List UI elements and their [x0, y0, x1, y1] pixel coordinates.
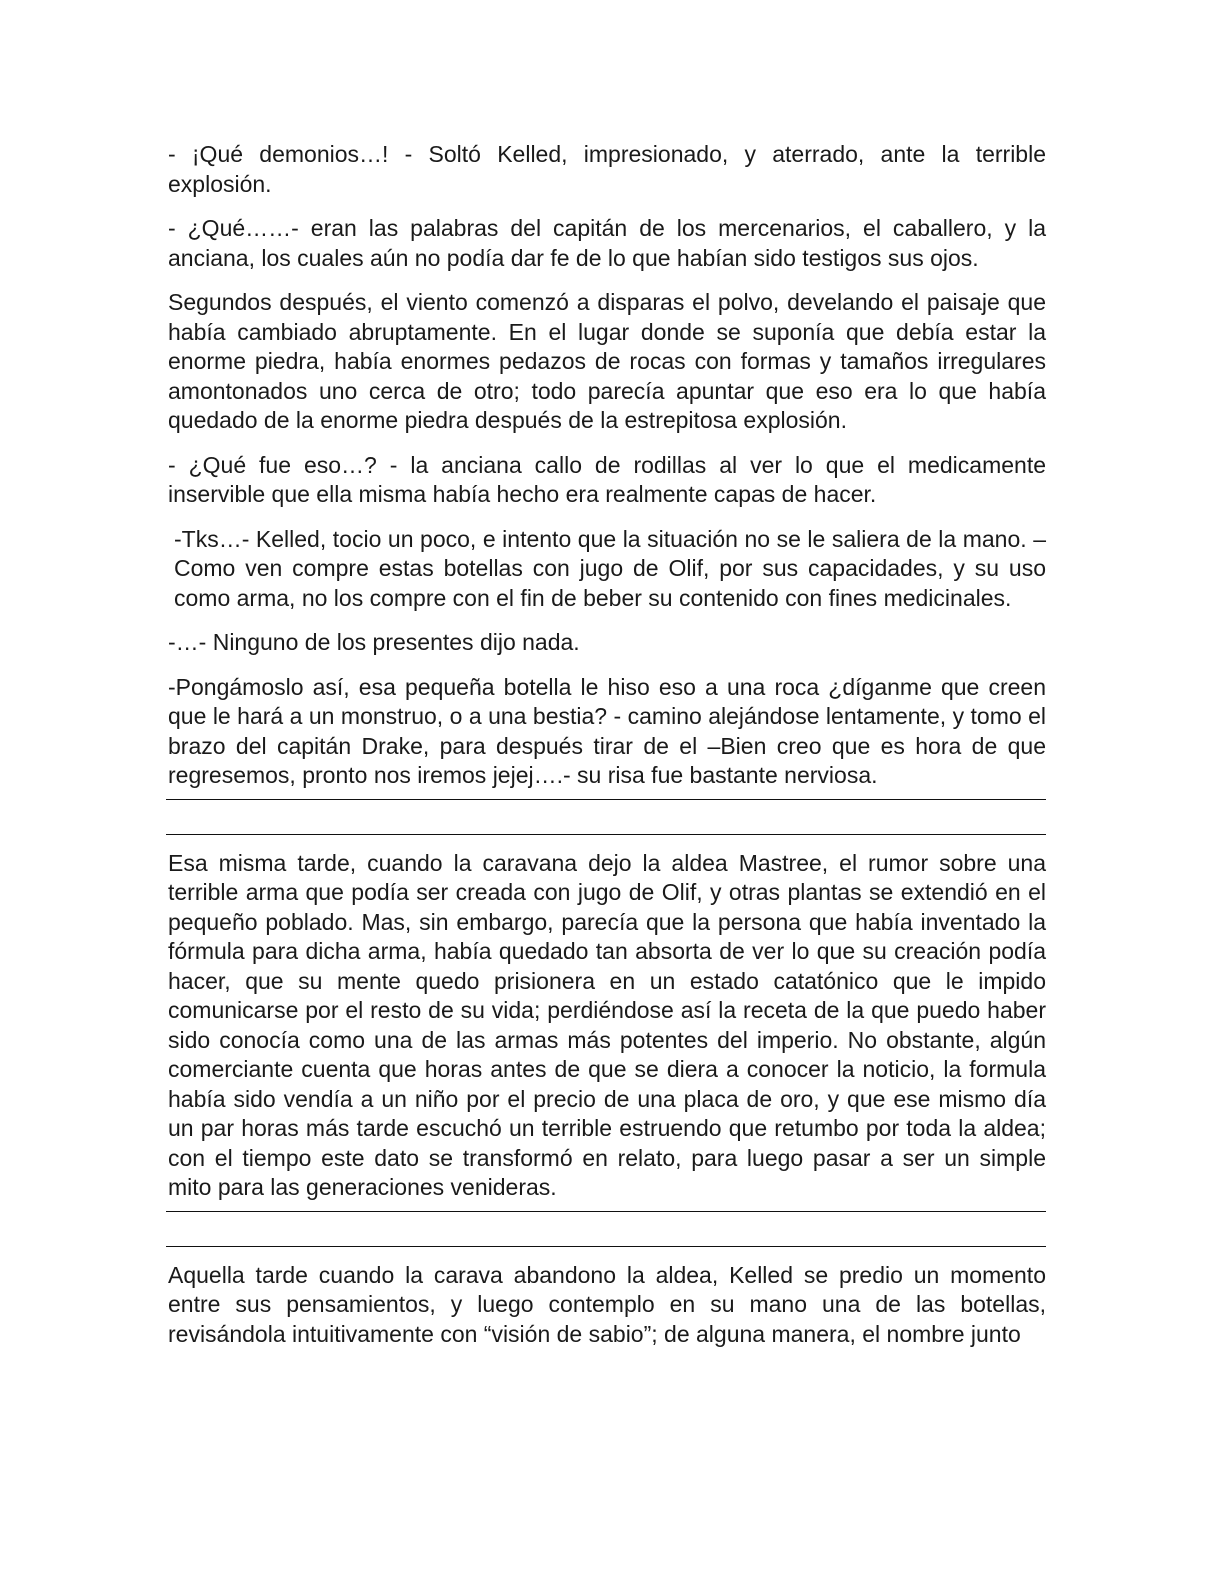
- divider-line: [166, 799, 1046, 800]
- paragraph: -…- Ninguno de los presentes dijo nada.: [168, 629, 580, 655]
- section-divider: [168, 1211, 1046, 1247]
- paragraph: Esa misma tarde, cuando la caravana dejo la aldea Mastree, el rumor sobre una terrible arma que podía ser creada con jugo de Olif, y otras plantas se extendió en el pequeño poblado. Mas, sin embargo, parecía que la persona que había inventado la fórmula para dicha arma, había quedado tan absorta de ver lo que su creación podía hacer, que su mente quedo prisionera en un estado catatónico que le impido comunicarse por el resto de su vida; perdiéndose así la receta de la que puedo haber sido conocía como una de las armas más potentes del imperio. No obstante, algún comerciante cuenta que horas antes de que se diera a conocer la noticio, la formula había sido vendía a un niño por el precio de una placa de oro, y que ese mismo día un par horas más tarde escuchó un terrible estruendo que retumbo por toda la aldea; con el tiempo este dato se transformó en relato, para luego pasar a ser un simple mito para las generaciones venideras.: [168, 849, 1046, 1200]
- paragraph: -Tks…- Kelled, tocio un poco, e intento que la situación no se le saliera de la mano. –Como ven compre estas botellas con jugo de Olif, por sus capacidades, y su uso como arma, no los compre con el fin de beber su contenido con fines medicinales.: [174, 525, 1046, 611]
- section-3: [168, 1261, 1046, 1350]
- paragraph: - ¡Qué demonios…! - Soltó Kelled, impresionado, y aterrado, ante la terrible explosión.: [168, 141, 1046, 197]
- section-1: [168, 140, 1046, 791]
- section-2: [168, 849, 1046, 1203]
- document-page: [168, 140, 1046, 1349]
- paragraph: - ¿Qué fue eso…? - la anciana callo de rodillas al ver lo que el medicamente inservible que ella misma había hecho era realmente capas de hacer.: [168, 451, 1046, 507]
- divider-line: [166, 834, 1046, 835]
- paragraph: - ¿Qué……- eran las palabras del capitán de los mercenarios, el caballero, y la anciana, los cuales aún no podía dar fe de lo que habían sido testigos sus ojos.: [168, 215, 1046, 271]
- section-divider: [168, 799, 1046, 835]
- paragraph: Aquella tarde cuando la carava abandono la aldea, Kelled se predio un momento entre sus pensamientos, y luego contemplo en su mano una de las botellas, revisándola intuitivamente con “visión de sabio”; de alguna manera, el nombre junto: [168, 1261, 1046, 1347]
- paragraph: -Pongámoslo así, esa pequeña botella le hiso eso a una roca ¿díganme que creen que le hará a un monstruo, o a una bestia? - camino alejándose lentamente, y tomo el brazo del capitán Drake, para después tirar de el –Bien creo que es hora de que regresemos, pronto nos iremos jejej….- su risa fue bastante nerviosa.: [168, 673, 1046, 788]
- divider-line: [166, 1246, 1046, 1247]
- paragraph: Segundos después, el viento comenzó a disparas el polvo, develando el paisaje que había cambiado abruptamente. En el lugar donde se suponía que debía estar la enorme piedra, había enormes pedazos de rocas con formas y tamaños irregulares amontonados uno cerca de otro; todo parecía apuntar que eso era lo que había quedado de la enorme piedra después de la estrepitosa explosión.: [168, 289, 1046, 433]
- divider-line: [166, 1211, 1046, 1212]
